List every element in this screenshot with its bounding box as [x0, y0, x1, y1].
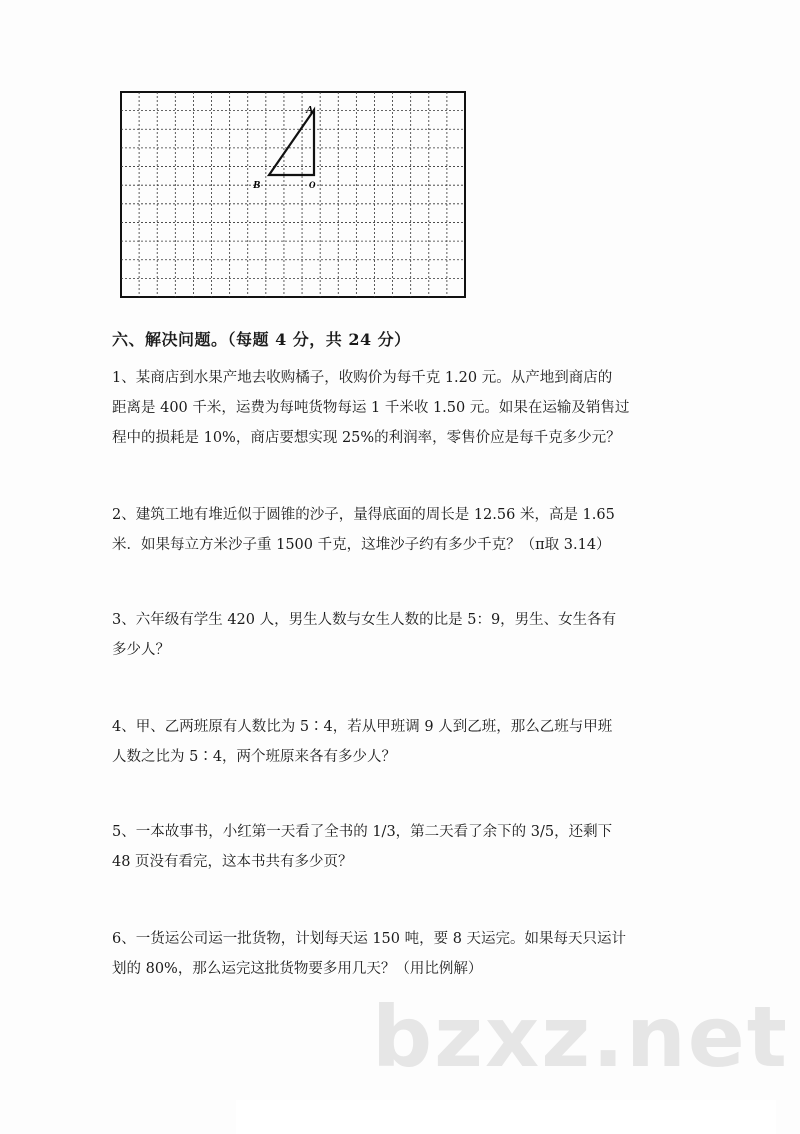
question-2-line-1: 2、建筑工地有堆近似于圆锥的沙子，量得底面的周长是 12.56 米，高是 1.65 [112, 507, 615, 523]
question-1-line-3: 程中的损耗是 10%，商店要想实现 25%的利润率，零售价应是每千克多少元？ [112, 430, 621, 446]
question-5 [112, 817, 672, 877]
grid-border [121, 92, 465, 297]
question-4-line-1: 4、甲、乙两班原有人数比为 5∶4，若从甲班调 9 人到乙班，那么乙班与甲班 [112, 719, 613, 735]
watermark-text: bzxz.net [372, 988, 789, 1086]
footer-strip [236, 1100, 776, 1134]
question-2-line-2: 米．如果每立方米沙子重 1500 千克，这堆沙子约有多少千克？（π取 3.14） [112, 537, 611, 553]
question-4-line-2: 人数之比为 5∶4，两个班原来各有多少人？ [112, 749, 397, 765]
question-5-line-2: 48 页没有看完，这本书共有多少页？ [112, 854, 353, 870]
question-2 [112, 500, 672, 560]
question-6-line-2: 划的 80%，那么运完这批货物要多用几天？（用比例解） [112, 961, 483, 977]
question-3 [112, 605, 672, 665]
question-6-line-1: 6、一货运公司运一批货物，计划每天运 150 吨，要 8 天运完。如果每天只运计 [112, 931, 627, 947]
question-3-line-1: 3、六年级有学生 420 人，男生人数与女生人数的比是 5：9，男生、女生各有 [112, 612, 617, 628]
vertex-label-a: A [306, 104, 314, 116]
grid-triangle-figure [120, 91, 466, 298]
section-title: 六、解决问题。（每题 4 分，共 24 分） [112, 330, 411, 349]
question-1-line-2: 距离是 400 千米，运费为每吨货物每运 1 千米收 1.50 元。如果在运输及销售过 [112, 400, 630, 416]
question-1-line-1: 1、某商店到水果产地去收购橘子，收购价为每千克 1.20 元。从产地到商店的 [112, 370, 613, 386]
question-1 [112, 363, 672, 453]
grid-svg [120, 91, 466, 298]
question-5-line-1: 5、一本故事书，小红第一天看了全书的 1/3，第二天看了余下的 3/5，还剩下 [112, 824, 613, 840]
question-3-line-2: 多少人？ [112, 642, 170, 658]
question-6 [112, 924, 672, 984]
question-4 [112, 712, 672, 772]
vertex-label-b: B [253, 179, 261, 191]
vertex-label-o: O [309, 180, 316, 190]
